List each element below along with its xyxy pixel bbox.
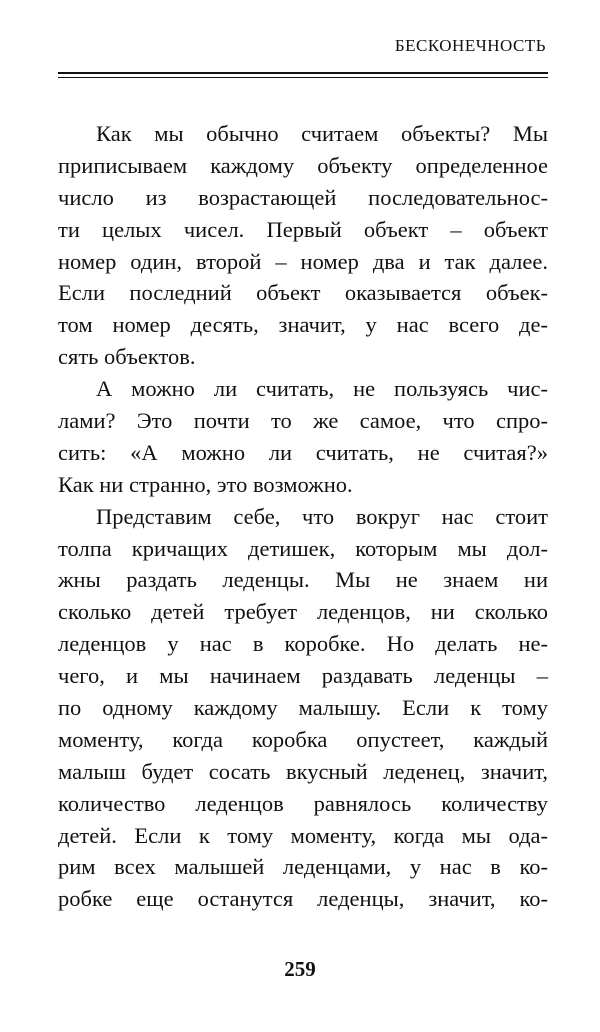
text-line: лами? Это почти то же самое, что спро- xyxy=(58,408,548,434)
text-line: том номер десять, значит, у нас всего де- xyxy=(58,312,548,338)
running-header-title: БЕСКОНЕЧНОСТЬ xyxy=(394,36,546,55)
text-line: жны раздать леденцы. Мы не знаем ни xyxy=(58,567,548,593)
text-line: число из возрастающей последовательнос- xyxy=(58,184,548,210)
text-line: Если последний объект оказывается объек- xyxy=(58,280,548,306)
text-line: по одному каждому малышу. Если к тому xyxy=(58,695,548,721)
text-line: А можно ли считать, не пользуясь чис- xyxy=(96,376,548,402)
text-line: рим всех малышей леденцами, у нас в ко- xyxy=(58,854,548,880)
page-number: 259 xyxy=(284,957,316,981)
text-line: Как ни странно, это возможно. xyxy=(58,471,353,497)
text-line: количество леденцов равнялось количеству xyxy=(58,790,548,816)
text-line: толпа кричащих детишек, которым мы дол- xyxy=(58,535,548,561)
text-line: малыш будет сосать вкусный леденец, значит, xyxy=(58,758,548,784)
text-line: сколько детей требует леденцов, ни сколько xyxy=(58,599,548,625)
text-line: сить: «А можно ли считать, не считая?» xyxy=(58,439,548,465)
header-rule-thin xyxy=(58,77,548,78)
text-line: робке еще останутся леденцы, значит, ко- xyxy=(58,886,548,912)
header-rule-thick xyxy=(58,72,548,74)
text-line: леденцов у нас в коробке. Но делать не- xyxy=(58,631,548,657)
text-line: чего, и мы начинаем раздавать леденцы – xyxy=(58,663,548,689)
text-line: детей. Если к тому моменту, когда мы ода- xyxy=(58,822,548,848)
text-line: Представим себе, что вокруг нас стоит xyxy=(96,503,548,529)
text-line: номер один, второй – номер два и так далее. xyxy=(58,248,548,274)
text-line: ти целых чисел. Первый объект – объект xyxy=(58,216,548,242)
text-line: сять объектов. xyxy=(58,344,196,370)
text-line: приписываем каждому объекту определенное xyxy=(58,152,548,178)
text-line: моменту, когда коробка опустеет, каждый xyxy=(58,726,548,752)
body-text xyxy=(58,118,548,915)
text-line: Как мы обычно считаем объекты? Мы xyxy=(96,121,548,146)
